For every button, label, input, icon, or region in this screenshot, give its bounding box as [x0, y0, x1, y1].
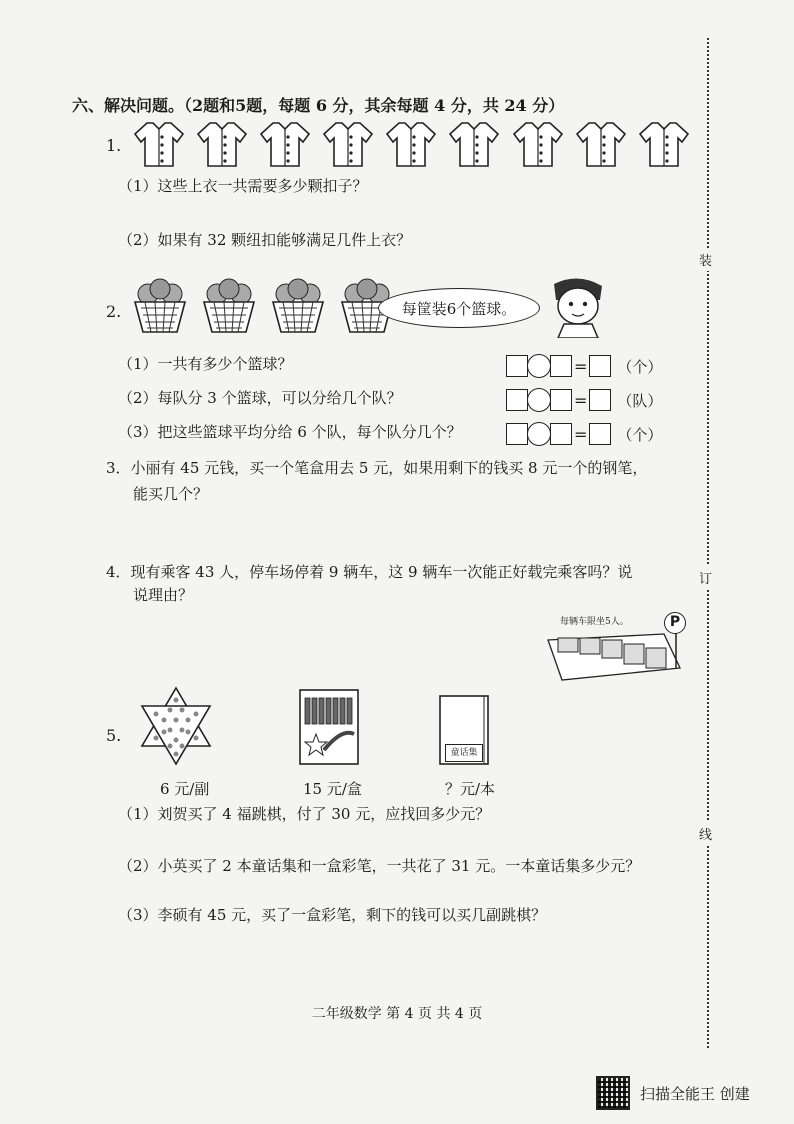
- shirt-icon: [196, 120, 248, 168]
- parking-icon: P: [664, 612, 686, 634]
- basket-of-balls-icon: [133, 278, 187, 334]
- equals-sign: =: [574, 390, 588, 410]
- answer-box[interactable]: [506, 355, 528, 377]
- equals-sign: =: [574, 424, 588, 444]
- price-checkers: 6 元/副: [160, 780, 210, 798]
- operator-circle[interactable]: [527, 422, 551, 446]
- q4-line2: 说理由？: [133, 586, 194, 604]
- storybook-label: 童话集: [445, 744, 483, 762]
- color-pencil-box-icon: [298, 688, 360, 766]
- shirt-icon: [385, 120, 437, 168]
- equation-row-3: [506, 422, 662, 446]
- margin-char-ding: 订: [699, 566, 712, 589]
- price-pencils: 15 元/盒: [303, 780, 362, 798]
- answer-box[interactable]: [589, 423, 611, 445]
- q1-sub1: （1）这些上衣一共需要多少颗扣子？: [118, 177, 368, 195]
- q5-number: 5.: [106, 726, 122, 745]
- scanner-watermark: 扫描全能王 创建: [640, 1085, 750, 1103]
- q5-sub3: （3）李硕有 45 元，买了一盒彩笔，剩下的钱可以买几副跳棋？: [118, 906, 547, 924]
- unit-label: （队）: [617, 391, 663, 410]
- equation-row-1: [506, 354, 662, 378]
- shirt-icon: [575, 120, 627, 168]
- q1-sub2: （2）如果有 32 颗纽扣能够满足几件上衣？: [118, 231, 412, 249]
- basket-of-balls-icon: [202, 278, 256, 334]
- margin-char-zhuang: 装: [699, 248, 712, 271]
- unit-label: （个）: [617, 425, 663, 444]
- baskets-row: [133, 278, 404, 338]
- q2-sub3: （3）把这些篮球平均分给 6 个队，每个队分几个？: [118, 423, 462, 441]
- operator-circle[interactable]: [527, 388, 551, 412]
- shirt-icon: [322, 120, 374, 168]
- q2-number: 2.: [106, 302, 122, 321]
- shirt-icon: [259, 120, 311, 168]
- q2-sub2: （2）每队分 3 个篮球，可以分给几个队？: [118, 389, 402, 407]
- parking-sign-text: 每辆车限坐5人。: [560, 617, 629, 627]
- q3-line1: 3．小丽有 45 元钱，买一个笔盒用去 5 元，如果用剩下的钱买 8 元一个的钢笔，: [106, 459, 648, 477]
- qr-code-icon: [596, 1076, 630, 1110]
- page-footer: 二年级数学 第 4 页 共 4 页: [311, 1006, 483, 1022]
- q1-number: 1.: [106, 136, 122, 155]
- q5-sub2: （2）小英买了 2 本童话集和一盒彩笔，一共花了 31 元。一本童话集多少元？: [118, 857, 641, 875]
- answer-box[interactable]: [550, 355, 572, 377]
- answer-box[interactable]: [550, 389, 572, 411]
- margin-char-xian: 线: [699, 822, 712, 845]
- shirt-icon: [448, 120, 500, 168]
- equation-row-2: [506, 388, 662, 412]
- q2-sub1: （1）一共有多少个篮球？: [118, 355, 293, 373]
- answer-box[interactable]: [589, 355, 611, 377]
- answer-box[interactable]: [506, 423, 528, 445]
- equals-sign: =: [574, 356, 588, 376]
- basket-of-balls-icon: [271, 278, 325, 334]
- shirts-row: [133, 120, 693, 172]
- operator-circle[interactable]: [527, 354, 551, 378]
- chinese-checkers-icon: [136, 686, 216, 766]
- q3-line2: 能买几个？: [133, 485, 209, 503]
- shirt-icon: [638, 120, 690, 168]
- boy-icon: [542, 276, 614, 338]
- answer-box[interactable]: [506, 389, 528, 411]
- speech-bubble: 每筐装6个篮球。: [378, 288, 540, 328]
- unit-label: （个）: [617, 357, 663, 376]
- answer-box[interactable]: [550, 423, 572, 445]
- binding-dotted-line: [707, 38, 709, 1048]
- shirt-icon: [133, 120, 185, 168]
- section-title: 六、解决问题。（2题和5题，每题 6 分，其余每题 4 分，共 24 分）: [72, 96, 565, 115]
- q5-sub1: （1）刘贺买了 4 福跳棋，付了 30 元，应找回多少元？: [118, 805, 491, 823]
- answer-box[interactable]: [589, 389, 611, 411]
- shirt-icon: [512, 120, 564, 168]
- price-storybook: ？元/本: [445, 780, 496, 798]
- q4-line1: 4．现有乘客 43 人，停车场停着 9 辆车，这 9 辆车一次能正好载完乘客吗？说: [106, 563, 633, 581]
